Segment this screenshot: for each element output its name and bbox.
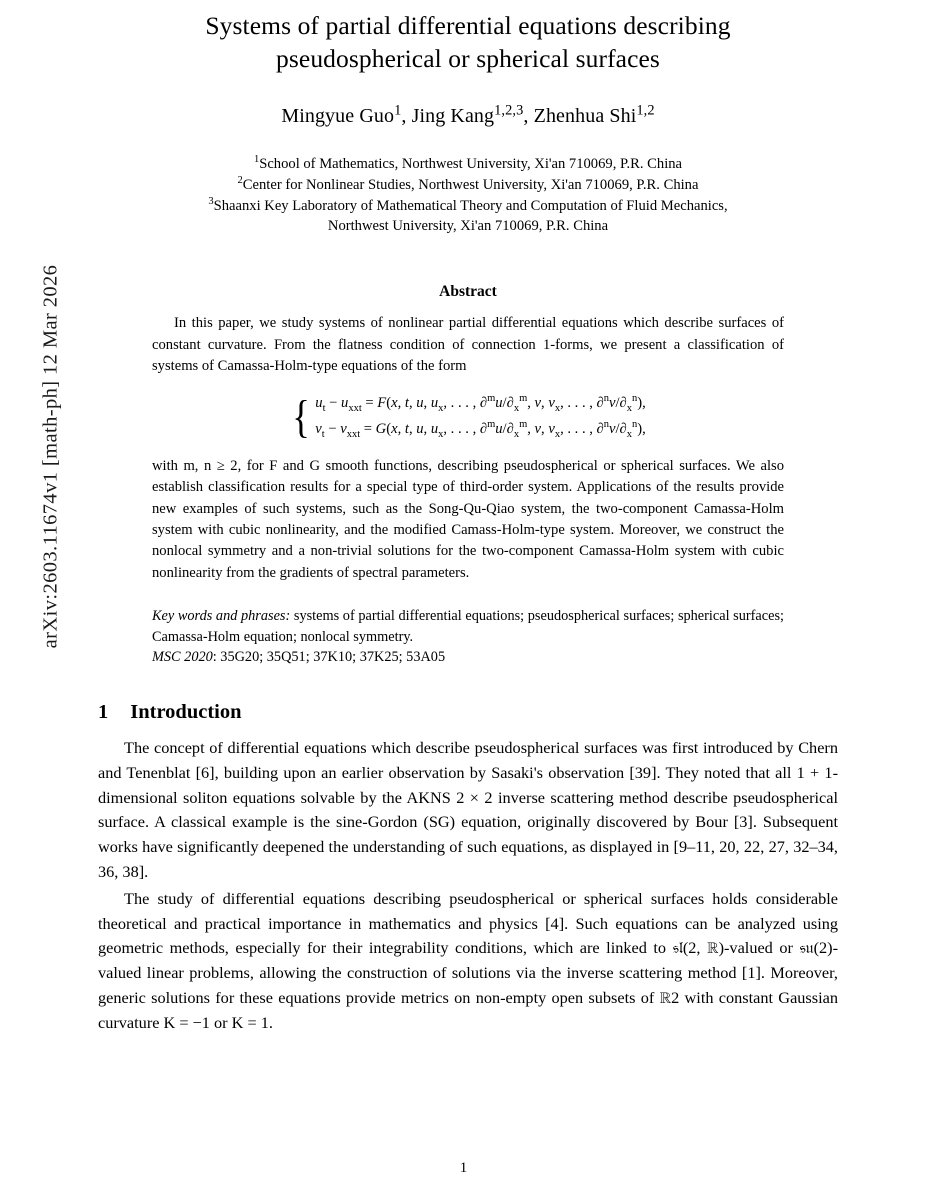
body-paragraph-2: The study of differential equations describing pseudospherical or spherical surfaces holds considerable theoretical and practical importance in mathematics and physics [4]. Such equations can be analyzed using geometric methods, especially for their integrability conditions, which are linked to 𝔰𝔩(2, ℝ)-valued or 𝔰𝔲(2)-valued linear problems, allowing the construction of solutions via the inverse scattering method [1]. Moreover, generic solutions for these equations provide metrics on non-empty open subsets of ℝ2 with constant Gaussian curvature K = −1 or K = 1. xyxy=(98,888,838,1032)
page-number: 1 xyxy=(459,1160,468,1176)
abstract-paragraph-1: In this paper, we study systems of nonlinear partial differential equations which describe surfaces of constant curvature. From the flatness condition of connection 1-forms, we present a classification of systems of Camassa-Holm-type equations of the form xyxy=(152,315,784,374)
page-title: Systems of partial differential equations describing pseudospherical or spherical surfaces xyxy=(205,11,731,73)
section-title: Introduction xyxy=(130,701,242,724)
msc-label: MSC 2020 xyxy=(152,648,213,665)
left-brace: { xyxy=(292,390,311,442)
author-list: Mingyue Guo$^1$, Jing Kang$^{1,2,3}$, Zhenhua Shi$^{1,2}$ xyxy=(281,102,655,128)
affiliation-item: $^1$School of Mathematics, Northwest University, Xi'an 710069, P.R. China xyxy=(253,154,683,173)
affiliation-list xyxy=(98,154,838,237)
equation-line-1: $u_t - u_{xxt} = F(x$, t, u, $u_x$, . . . , $\partial^mu/\partial_x^m$, v, $v_x$, . . . , $\partial^nv/\partial_x^n$), xyxy=(315,393,646,415)
arxiv-identifier-stamp: arXiv:2603.11674v1 [math-ph] 12 Mar 2026 xyxy=(39,264,62,649)
keywords-label: Key words and phrases: xyxy=(152,608,291,625)
affiliation-item: $^3$Shaanxi Key Laboratory of Mathematical Theory and Computation of Fluid Mechanics, xyxy=(208,195,728,214)
affiliation-item: Northwest University, Xi'an 710069, P.R. China xyxy=(327,218,609,235)
msc-text: : 35G20; 35Q51; 37K10; 37K25; 53A05 xyxy=(212,648,446,665)
paper-content xyxy=(98,0,838,1035)
display-equation-system xyxy=(152,391,784,441)
body-paragraph-1: The concept of differential equations which describe pseudospherical surfaces was first introduced by Chern and Tenenblat [6], building upon an earlier observation by Sasaki's observation [39]. They noted that all 1 + 1-dimensional soliton equations solvable by the AKNS 2 × 2 inverse scattering method describe pseudospherical surface. A classical example is the sine-Gordon (SG) equation, originally discovered by Bour [3]. Subsequent works have significantly deepened the understanding of such equations, as displayed in [9–11, 20, 22, 27, 32–34, 36, 38]. xyxy=(98,738,838,881)
abstract-heading: Abstract xyxy=(439,283,497,301)
abstract-body xyxy=(152,313,784,584)
equation-line-2: $v_t - v_{xxt} = G(x$, t, u, $u_x$, . . . , $\partial^mu/\partial_x^m$, v, $v_x$, . . . , $\partial^nv/\partial_x^n$), xyxy=(315,418,646,440)
keywords-block xyxy=(152,606,784,667)
keywords-text: systems of partial differential equations; pseudospherical surfaces; spherical surfaces; Camassa-Holm equation; nonlocal symmetry. xyxy=(152,608,784,645)
affiliation-item: $^2$Center for Nonlinear Studies, Northwest University, Xi'an 710069, P.R. China xyxy=(237,175,699,193)
section-body xyxy=(98,736,838,1035)
section-number: 1 xyxy=(98,701,109,724)
abstract-paragraph-2: with m, n ≥ 2, for F and G smooth functions, describing pseudospherical or spherical surfaces. We also establish classification results for a special type of third-order system. Applications of the results provide new examples of such systems, such as the Song-Qu-Qiao system, the two-component Camassa-Holm system with cubic nonlinearity, and the modified Camass-Holm-type system. Moreover, we construct the nonlocal symmetry and a non-trivial solutions for the two-component Camassa-Holm system with cubic nonlinearity from the gradients of spectral parameters. xyxy=(152,457,784,581)
section-heading xyxy=(98,701,838,724)
